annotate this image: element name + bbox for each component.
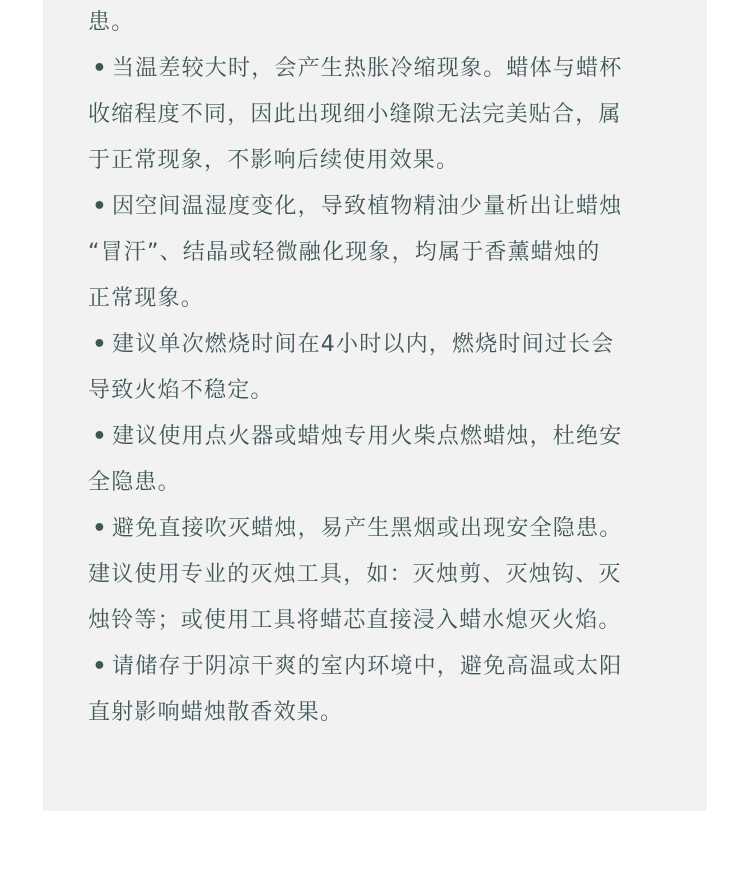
care-notes xyxy=(88,0,678,736)
note-line xyxy=(88,0,678,46)
note-line xyxy=(88,552,678,598)
note-text: 避免直接吹灭蜡烛，易产生黑烟或出现安全隐患。 xyxy=(112,516,623,541)
note-text: 当温差较大时，会产生热胀冷缩现象。蜡体与蜡杯 xyxy=(112,56,623,81)
note-line xyxy=(88,690,678,736)
note-text: 正常现象。 xyxy=(88,286,205,311)
note-line xyxy=(88,184,678,230)
bullet-icon: • xyxy=(92,516,108,541)
note-text: 于正常现象，不影响后续使用效果。 xyxy=(88,148,460,173)
note-line xyxy=(88,138,678,184)
note-text: 请储存于阴凉干爽的室内环境中，避免高温或太阳 xyxy=(112,654,623,679)
note-line xyxy=(88,506,678,552)
note-text: 全隐患。 xyxy=(88,470,181,495)
note-text: 导致火焰不稳定。 xyxy=(88,378,274,403)
bullet-icon: • xyxy=(92,424,108,449)
note-text: 收缩程度不同，因此出现细小缝隙无法完美贴合，属 xyxy=(88,102,622,127)
note-text: 因空间温湿度变化，导致植物精油少量析出让蜡烛 xyxy=(112,194,623,219)
note-text: “冒汗”、结晶或轻微融化现象，均属于香薰蜡烛的 xyxy=(88,240,601,265)
note-text: 直射影响蜡烛散香效果。 xyxy=(88,700,344,725)
bullet-icon: • xyxy=(92,654,108,679)
note-line xyxy=(88,92,678,138)
note-line xyxy=(88,368,678,414)
note-line xyxy=(88,414,678,460)
note-text: 建议使用点火器或蜡烛专用火柴点燃蜡烛，杜绝安 xyxy=(112,424,623,449)
note-line xyxy=(88,230,678,276)
note-line xyxy=(88,322,678,368)
note-line xyxy=(88,276,678,322)
note-line xyxy=(88,460,678,506)
note-line xyxy=(88,598,678,644)
note-text: 烛铃等；或使用工具将蜡芯直接浸入蜡水熄灭火焰。 xyxy=(88,608,622,633)
bullet-icon: • xyxy=(92,56,108,81)
bullet-icon: • xyxy=(92,332,108,357)
note-text: 建议单次燃烧时间在4小时以内，燃烧时间过长会 xyxy=(112,332,615,357)
bullet-icon: • xyxy=(92,194,108,219)
note-line xyxy=(88,644,678,690)
note-text: 患。 xyxy=(88,10,135,35)
note-text: 建议使用专业的灭烛工具，如：灭烛剪、灭烛钩、灭 xyxy=(88,562,622,587)
note-line xyxy=(88,46,678,92)
